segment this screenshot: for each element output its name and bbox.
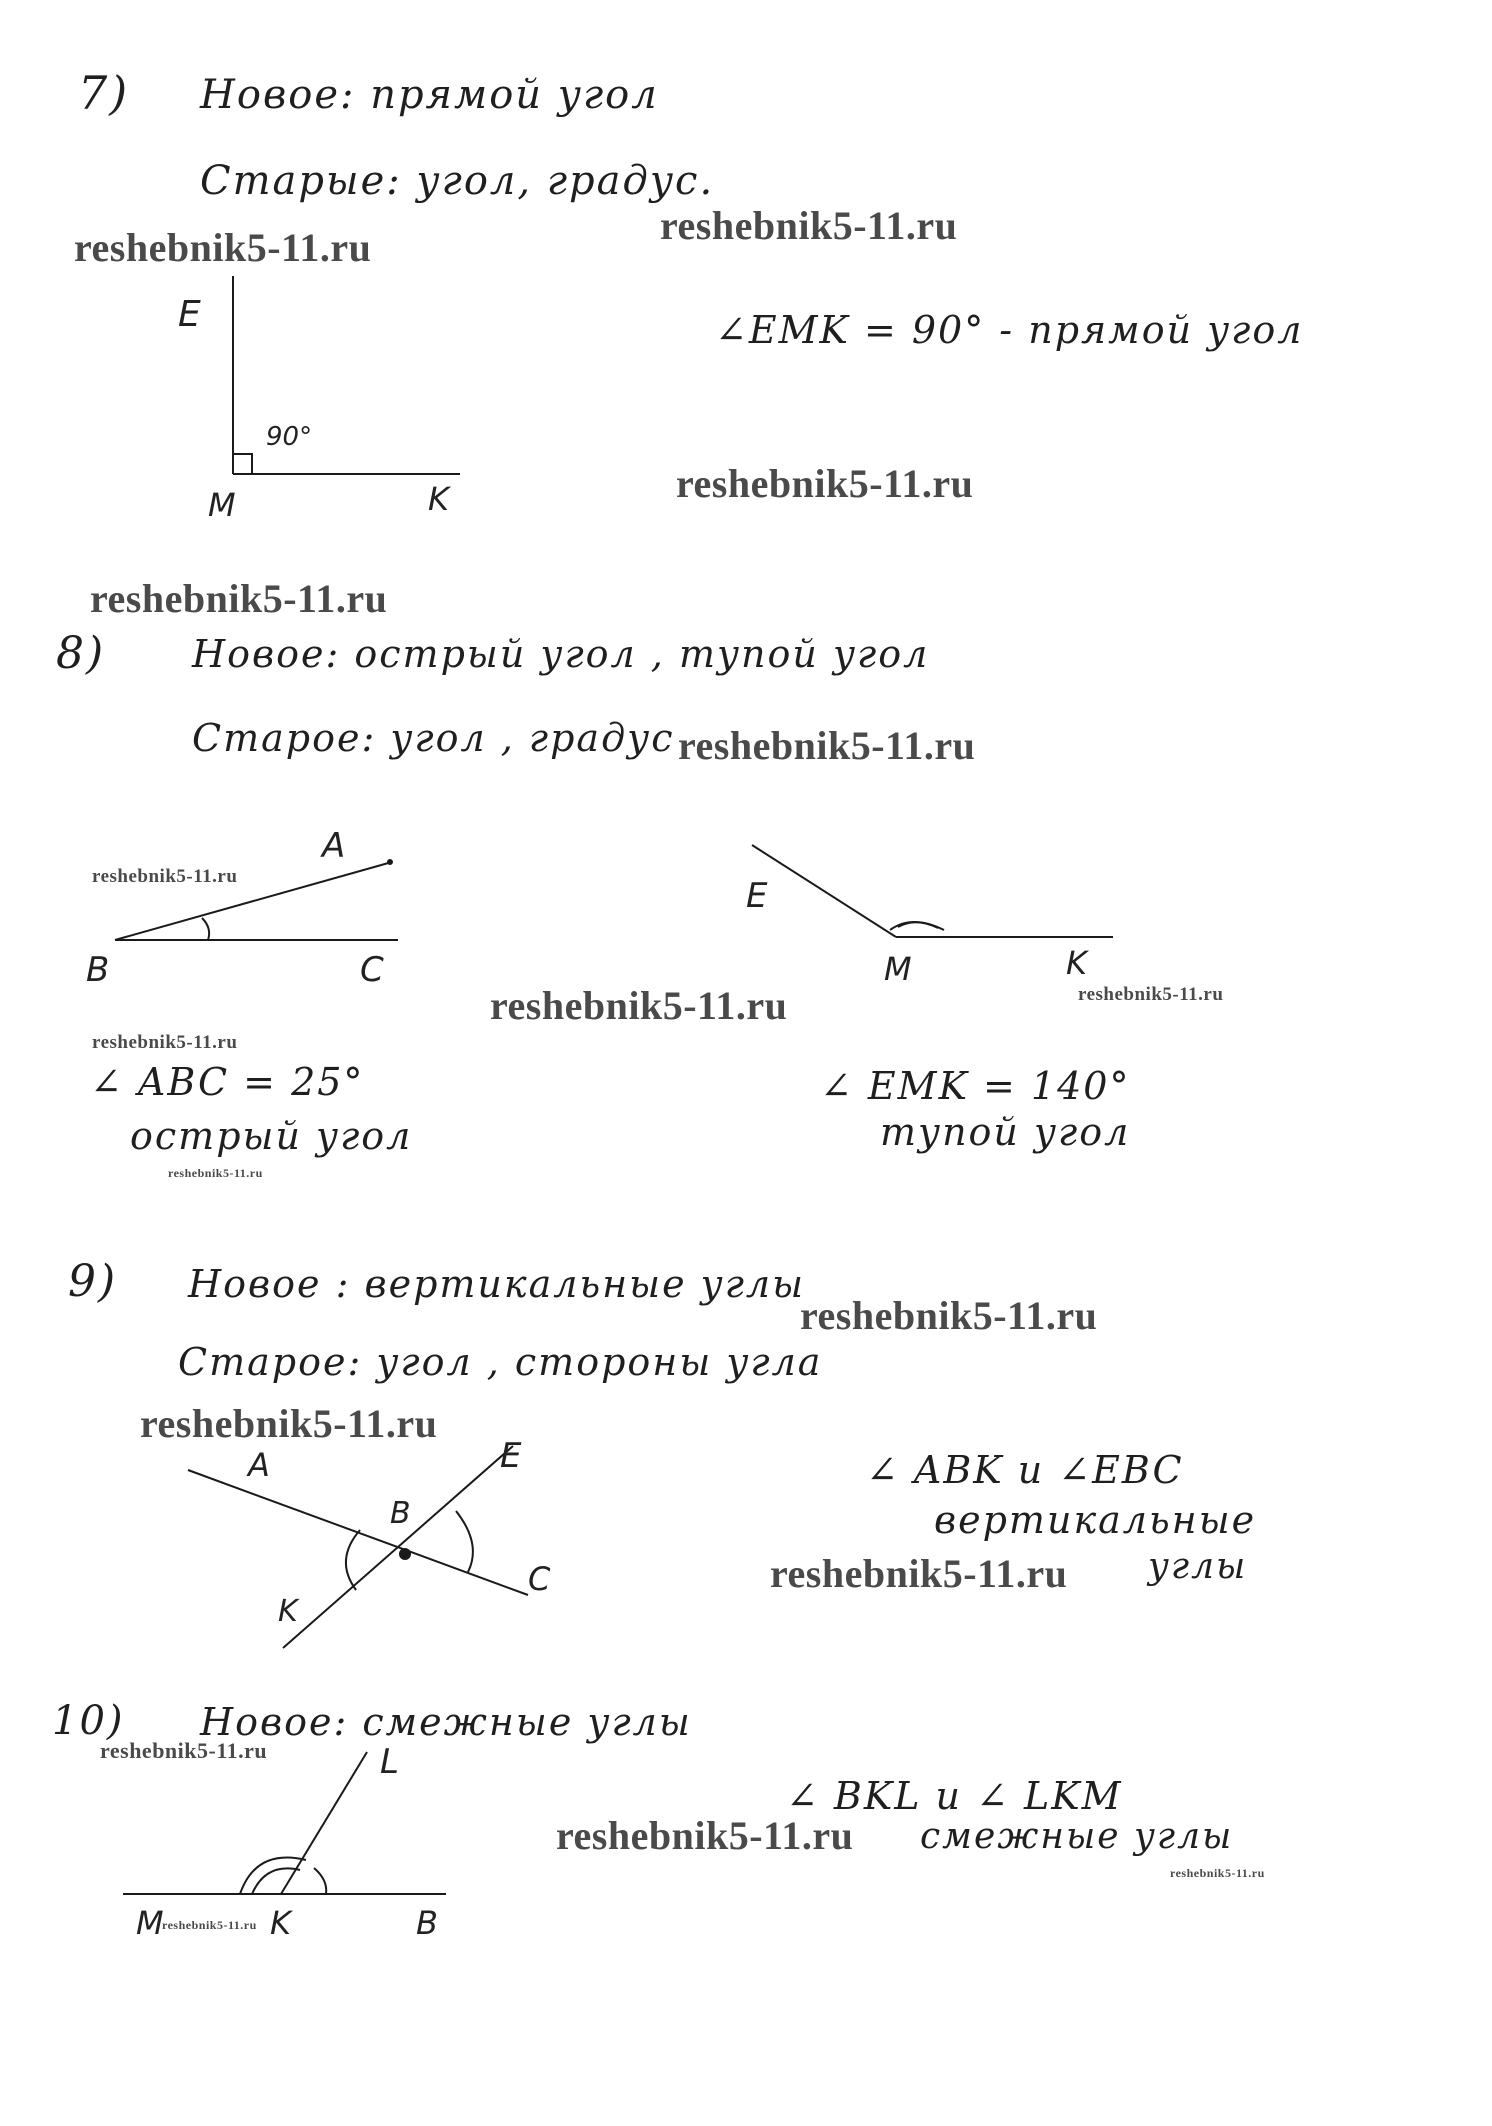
section-10-number: 10) xyxy=(52,1698,125,1744)
right-angle-mark xyxy=(233,454,252,474)
label-k: K xyxy=(428,480,449,518)
label-m: M xyxy=(208,486,236,524)
watermark: reshebnik5-11.ru xyxy=(660,203,958,248)
section-7-statement: ∠EMK = 90° - прямой угол xyxy=(715,308,1304,352)
watermark: reshebnik5-11.ru xyxy=(1170,1866,1265,1880)
watermark: reshebnik5-11.ru xyxy=(1078,984,1224,1005)
watermark: reshebnik5-11.ru xyxy=(100,1738,268,1763)
adjacent-arc-3 xyxy=(314,1868,326,1894)
watermark: reshebnik5-11.ru xyxy=(490,983,788,1028)
watermark: reshebnik5-11.ru xyxy=(800,1293,1098,1338)
label-m: M xyxy=(136,1904,164,1942)
label-c: C xyxy=(528,1560,551,1598)
watermark: reshebnik5-11.ru xyxy=(162,1918,257,1932)
label-k: K xyxy=(278,1594,298,1629)
watermark: reshebnik5-11.ru xyxy=(92,866,238,887)
acute-value: ∠ ABC = 25° xyxy=(90,1060,365,1104)
vertical-angles-figure xyxy=(188,1446,528,1648)
obtuse-angle-figure xyxy=(752,845,1113,937)
section-9-old: Старое: угол , стороны угла xyxy=(178,1340,823,1384)
label-b: B xyxy=(86,950,110,990)
adjacent-arc-2 xyxy=(252,1868,300,1894)
section-8-number: 8) xyxy=(56,628,106,679)
section-10-new: Новое: смежные углы xyxy=(200,1700,692,1744)
ray-kl xyxy=(281,1752,367,1894)
label-e: E xyxy=(746,876,768,916)
section-7-old: Старые: угол, градус. xyxy=(200,158,715,204)
watermark: reshebnik5-11.ru xyxy=(74,225,372,270)
section-8-old: Старое: угол , градус xyxy=(192,716,675,760)
label-b: B xyxy=(390,1496,411,1531)
acute-arc xyxy=(202,918,209,940)
obtuse-value: ∠ EMK = 140° xyxy=(820,1064,1131,1108)
vertical-arc-right xyxy=(456,1511,473,1572)
label-c: C xyxy=(360,950,384,990)
line-ke xyxy=(283,1446,513,1648)
section-7-new: Новое: прямой угол xyxy=(200,72,659,118)
watermark: reshebnik5-11.ru xyxy=(90,576,388,621)
label-e: E xyxy=(178,294,201,335)
watermark: reshebnik5-11.ru xyxy=(556,1813,854,1858)
label-angle-90: 90° xyxy=(266,422,313,452)
section-10-statement-1: ∠ BKL и ∠ LKM xyxy=(786,1774,1123,1818)
label-a: A xyxy=(248,1446,270,1484)
adjacent-arc-1 xyxy=(240,1858,306,1894)
watermark: reshebnik5-11.ru xyxy=(770,1551,1068,1596)
label-a: A xyxy=(322,826,346,866)
section-7-number: 7) xyxy=(78,66,130,120)
watermark: reshebnik5-11.ru xyxy=(140,1401,438,1446)
obtuse-name: тупой угол xyxy=(880,1110,1131,1154)
section-9-new: Новое : вертикальные углы xyxy=(188,1262,806,1306)
watermark: reshebnik5-11.ru xyxy=(678,723,976,768)
label-l: L xyxy=(380,1742,399,1782)
section-9-statement-3: углы xyxy=(1148,1546,1248,1587)
label-b: B xyxy=(416,1904,438,1942)
section-10-statement-2: смежные углы xyxy=(920,1816,1234,1857)
label-e: E xyxy=(500,1436,522,1476)
label-k: K xyxy=(270,1904,291,1942)
watermark: reshebnik5-11.ru xyxy=(676,461,974,506)
section-8-new: Новое: острый угол , тупой угол xyxy=(192,632,930,676)
watermark: reshebnik5-11.ru xyxy=(168,1166,263,1180)
section-9-number: 9) xyxy=(68,1256,118,1307)
label-k: K xyxy=(1066,944,1087,982)
section-9-statement-1: ∠ ABK и ∠EBC xyxy=(866,1448,1184,1492)
ray-me xyxy=(752,845,896,937)
watermark: reshebnik5-11.ru xyxy=(92,1032,238,1053)
acute-name: острый угол xyxy=(130,1114,413,1158)
label-m: M xyxy=(884,950,912,988)
section-9-statement-2: вертикальные xyxy=(934,1498,1257,1542)
